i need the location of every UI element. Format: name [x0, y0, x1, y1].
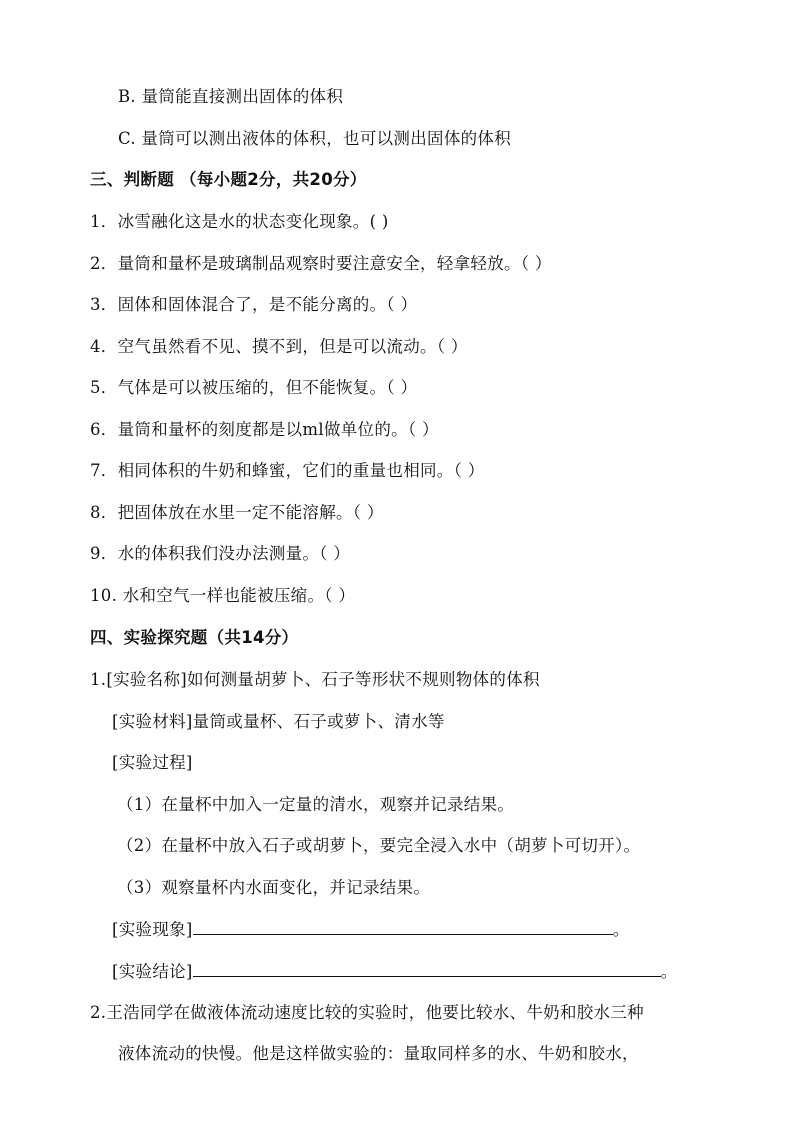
- judgment-item-5: 5．气体是可以被压缩的，但不能恢复。（ ）: [90, 378, 418, 397]
- judgment-item-10: 10. 水和空气一样也能被压缩。（ ）: [90, 586, 356, 605]
- option-c: C. 量筒可以测出液体的体积，也可以测出固体的体积: [118, 129, 512, 148]
- experiment-1-process-label: [实验过程]: [112, 753, 193, 772]
- experiment-1-title: 1.[实验名称]如何测量胡萝卜、石子等形状不规则物体的体积: [90, 670, 540, 689]
- experiment-1-conclusion: [112, 960, 678, 983]
- phenomenon-answer-blank[interactable]: [193, 918, 613, 935]
- phenomenon-label: [实验现象]: [112, 920, 193, 939]
- experiment-2-line-1: 2.王浩同学在做液体流动速度比较的实验时，他要比较水、牛奶和胶水三种: [90, 1003, 644, 1022]
- conclusion-answer-blank[interactable]: [193, 960, 661, 977]
- judgment-item-7: 7．相同体积的牛奶和蜂蜜，它们的重量也相同。（ ）: [90, 461, 485, 480]
- experiment-1-step-1: （1）在量杯中加入一定量的清水，观察并记录结果。: [117, 795, 515, 814]
- experiment-1-step-2: （2）在量杯中放入石子或胡萝卜，要完全浸入水中（胡萝卜可切开）。: [117, 836, 641, 855]
- conclusion-label: [实验结论]: [112, 962, 193, 981]
- section-4-heading: 四、实验探究题（共14分）: [90, 628, 299, 647]
- judgment-item-9: 9．水的体积我们没办法测量。（ ）: [90, 544, 351, 563]
- option-b: B. 量筒能直接测出固体的体积: [118, 87, 344, 106]
- judgment-item-1: 1．冰雪融化这是水的状态变化现象。( ): [90, 212, 389, 231]
- experiment-1-materials: [实验材料]量筒或量杯、石子或萝卜、清水等: [112, 712, 445, 731]
- judgment-item-8: 8．把固体放在水里一定不能溶解。（ ）: [90, 503, 384, 522]
- judgment-item-2: 2．量筒和量杯是玻璃制品观察时要注意安全，轻拿轻放。（ ）: [90, 254, 552, 273]
- section-3-heading: 三、判断题 （每小题2分，共20分）: [90, 170, 367, 189]
- experiment-1-phenomenon: [112, 918, 630, 941]
- conclusion-end: 。: [660, 962, 678, 981]
- judgment-item-3: 3．固体和固体混合了，是不能分离的。（ ）: [90, 295, 418, 314]
- judgment-item-6: 6．量筒和量杯的刻度都是以ml做单位的。（ ）: [90, 420, 439, 439]
- experiment-1-step-3: （3）观察量杯内水面变化，并记录结果。: [117, 878, 431, 897]
- phenomenon-end: 。: [612, 920, 630, 939]
- experiment-2-line-2: 液体流动的快慢。他是这样做实验的：量取同样多的水、牛奶和胶水，: [118, 1044, 639, 1063]
- judgment-item-4: 4．空气虽然看不见、摸不到，但是可以流动。（ ）: [90, 337, 468, 356]
